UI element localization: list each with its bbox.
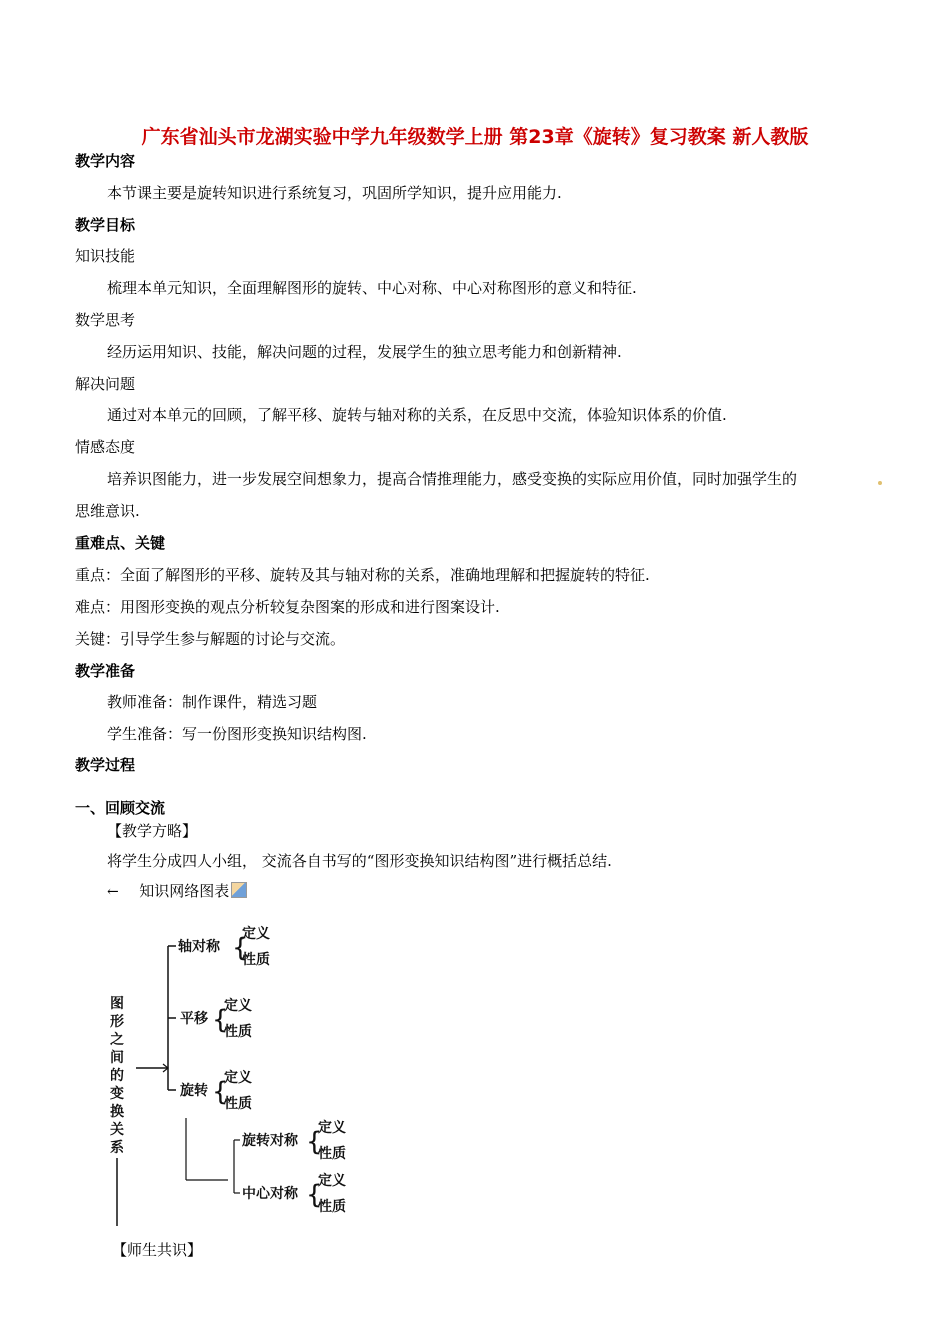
heading-review-exchange: 一、回顾交流 (75, 799, 166, 817)
root-char: 形 (110, 1014, 124, 1030)
root-char: 间 (110, 1050, 124, 1066)
teacher-prep-text: 教师准备：制作课件，精选习题 (107, 693, 318, 711)
heading-teaching-process: 教学过程 (75, 756, 136, 774)
node-definition: 定义 (318, 1173, 346, 1189)
consensus-label: 【师生共识】 (112, 1241, 203, 1259)
node-property: 性质 (318, 1199, 346, 1215)
node-axial-symmetry: 轴对称 (178, 939, 220, 955)
node-property: 性质 (318, 1146, 346, 1162)
marker-dot (878, 481, 882, 485)
brace: { (212, 1005, 229, 1035)
node-translation: 平移 (180, 1011, 208, 1027)
thinking-text: 经历运用知识、技能，解决问题的过程，发展学生的独立思考能力和创新精神. (107, 343, 622, 361)
root-label (110, 995, 125, 1156)
root-char: 图 (110, 996, 124, 1012)
root-char: 的 (110, 1068, 124, 1084)
node-property: 性质 (224, 1096, 252, 1112)
label-attitude: 情感态度 (75, 438, 136, 456)
network-label: 知识网络图表 (139, 882, 230, 900)
attitude-text-line-2: 思维意识. (75, 502, 140, 520)
brace: { (306, 1127, 323, 1157)
left-arrow-icon: ← (107, 884, 119, 900)
difficulty-text: 难点：用图形变换的观点分析较复杂图案的形成和进行图案设计. (75, 598, 500, 616)
root-char: 变 (110, 1086, 124, 1102)
root-char: 换 (110, 1104, 124, 1120)
strategy-text: 将学生分成四人小组， 交流各自书写的“图形变换知识结构图”进行概括总结. (107, 852, 612, 870)
node-definition: 定义 (318, 1120, 346, 1136)
heading-teaching-prep: 教学准备 (75, 662, 136, 680)
root-char: 系 (110, 1140, 124, 1156)
heading-key-points: 重难点、关键 (75, 534, 166, 552)
document-title: 广东省汕头市龙湖实验中学九年级数学上册 第23章《旋转》复习教案 新人教版 (141, 126, 809, 148)
network-item (107, 880, 247, 901)
node-definition: 定义 (242, 926, 270, 942)
brace: { (232, 933, 249, 963)
key-point-text: 重点：全面了解图形的平移、旋转及其与轴对称的关系，准确地理解和把握旋转的特征. (75, 566, 650, 584)
key-text: 关键：引导学生参与解题的讨论与交流。 (75, 630, 346, 648)
label-knowledge-skills: 知识技能 (75, 247, 136, 265)
image-placeholder-icon (231, 882, 247, 898)
solving-text: 通过对本单元的回顾，了解平移、旋转与轴对称的关系，在反思中交流，体验知识体系的价值. (107, 406, 727, 424)
root-char: 关 (110, 1122, 124, 1138)
node-rotation: 旋转 (180, 1083, 208, 1099)
label-math-thinking: 数学思考 (75, 311, 136, 329)
label-problem-solving: 解决问题 (75, 375, 136, 393)
skills-text: 梳理本单元知识，全面理解图形的旋转、中心对称、中心对称图形的意义和特征. (107, 279, 637, 297)
node-property: 性质 (242, 952, 270, 968)
heading-teaching-content: 教学内容 (75, 152, 136, 170)
heading-teaching-goals: 教学目标 (75, 216, 136, 234)
knowledge-network-diagram (108, 918, 368, 1228)
node-rotational-symmetry: 旋转对称 (242, 1133, 298, 1149)
node-definition: 定义 (224, 1070, 252, 1086)
brace: { (306, 1180, 323, 1210)
student-prep-text: 学生准备：写一份图形变换知识结构图. (107, 725, 367, 743)
brace: { (212, 1077, 229, 1107)
strategy-label: 【教学方略】 (107, 822, 198, 840)
content-text: 本节课主要是旋转知识进行系统复习，巩固所学知识，提升应用能力. (107, 184, 562, 202)
node-central-symmetry: 中心对称 (242, 1186, 298, 1202)
node-definition: 定义 (224, 998, 252, 1014)
root-char: 之 (110, 1032, 124, 1048)
node-property: 性质 (224, 1024, 252, 1040)
attitude-text-line-1: 培养识图能力，进一步发展空间想象力，提高合情推理能力，感受变换的实际应用价值，同时加强学生的 (107, 470, 798, 488)
